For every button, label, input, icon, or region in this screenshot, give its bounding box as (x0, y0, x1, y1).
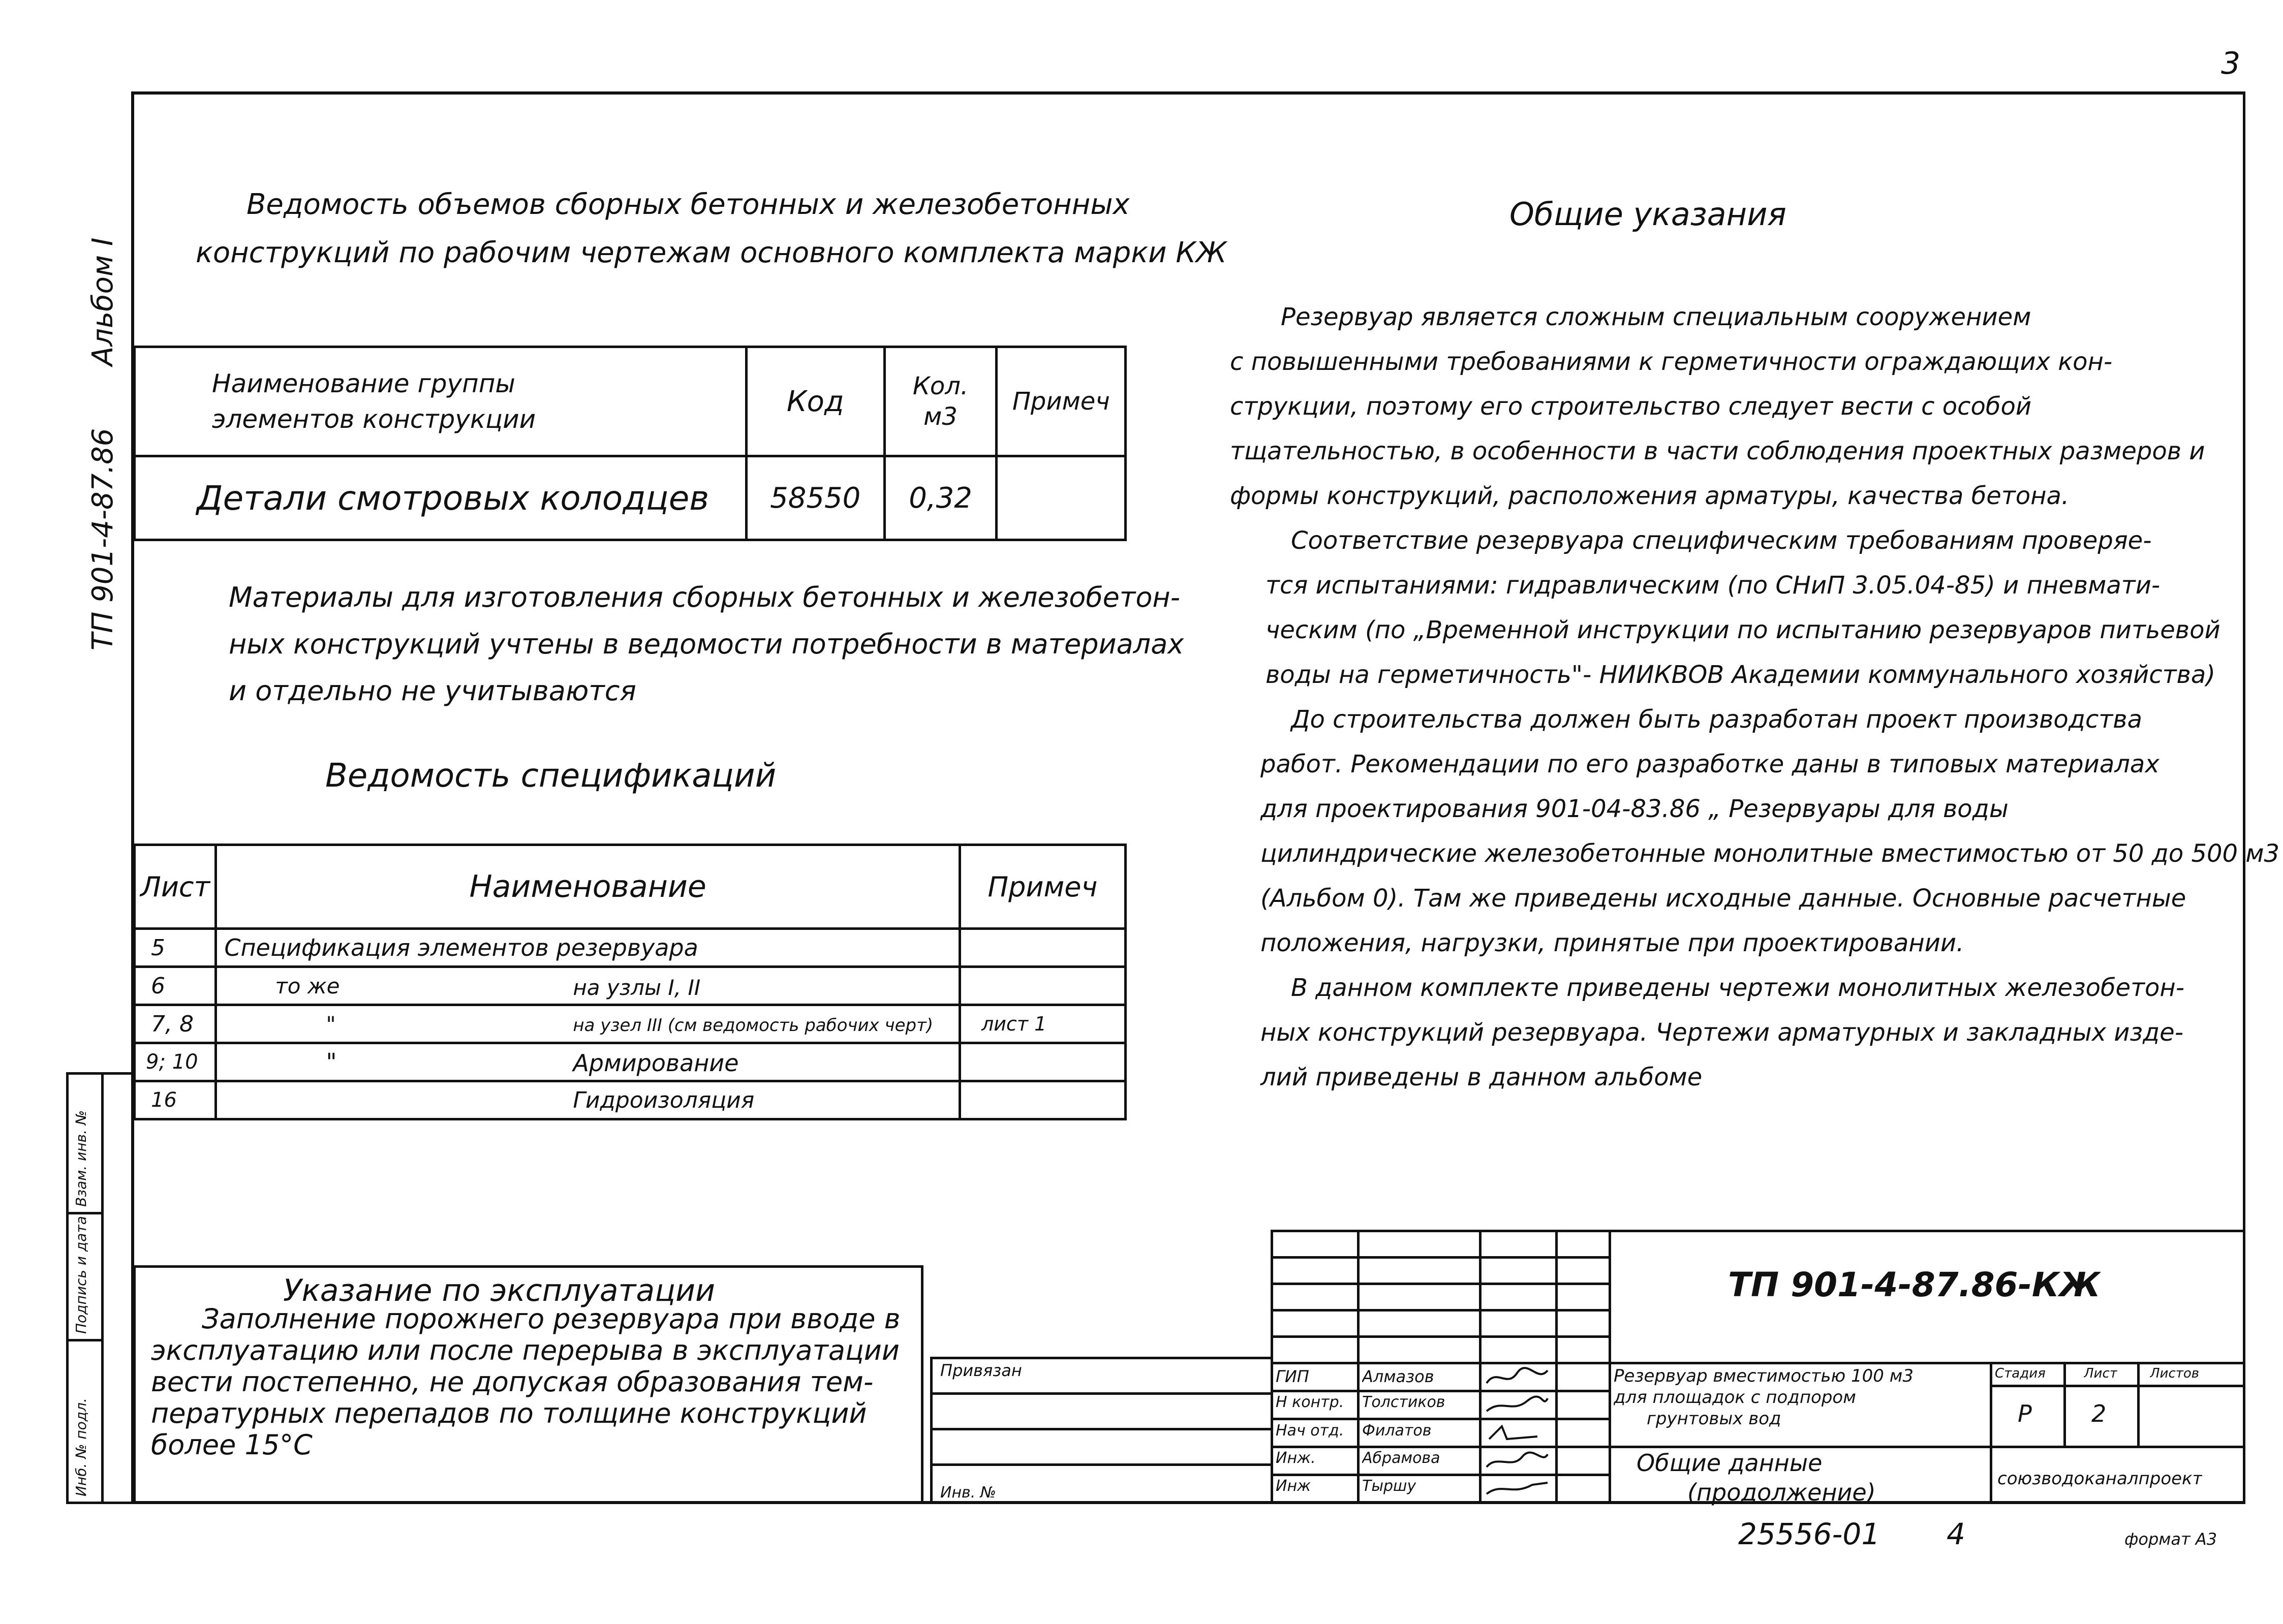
title-block (930, 1230, 2245, 1504)
header-note: Примеч (997, 347, 1126, 456)
row-qty: 0,32 (884, 456, 997, 540)
sheet-label: Лист (2084, 1366, 2117, 1381)
spec-note (960, 1081, 1125, 1119)
spec-title: Ведомость спецификаций (325, 757, 777, 795)
table-row (135, 1043, 1126, 1081)
spec-name: Гидроизоляция (216, 1081, 960, 1119)
album-label: Альбом I (86, 237, 119, 366)
role-gip: ГИП (1276, 1367, 1309, 1386)
spec-header-name: Наименование (216, 845, 960, 929)
table-row (135, 1081, 1126, 1119)
spec-note: лист 1 (960, 1005, 1125, 1043)
table-row (135, 929, 1126, 967)
signatures (1482, 1363, 1553, 1500)
header-name: Наименование группы элементов конструкции (135, 347, 747, 456)
operation-note-title: Указание по эксплуатации (283, 1273, 716, 1308)
row-code: 58550 (746, 456, 884, 540)
spec-note (960, 967, 1125, 1005)
header-qty: Кол. м3 (884, 347, 997, 456)
stamp-replace-label: Взам. инв. № (73, 1110, 89, 1207)
stamp-sign-label: Подпись и дата (73, 1216, 89, 1334)
role-nkontr: Н контр. (1276, 1393, 1344, 1411)
stage-value: Р (2018, 1400, 2032, 1427)
operation-note-box (133, 1265, 923, 1504)
inv-no-label: Инв. № (940, 1484, 997, 1502)
sheet-value: 2 (2091, 1400, 2107, 1427)
object-line2: для площадок с подпором (1614, 1387, 1856, 1408)
row-name: Детали смотровых колодцев (135, 456, 747, 540)
role-nachotd: Нач отд. (1276, 1422, 1344, 1440)
table-row (135, 1005, 1126, 1043)
stage-label: Стадия (1995, 1366, 2046, 1381)
object-line1: Резервуар вместимостью 100 м3 (1614, 1366, 1914, 1386)
name-5: Тыршу (1362, 1477, 1416, 1495)
spec-header-note: Примеч (960, 845, 1125, 929)
spec-sheet: 5 (135, 929, 216, 967)
role-inzh2: Инж (1276, 1477, 1311, 1495)
spec-sheet: 9; 10 (135, 1043, 216, 1081)
table-row (135, 967, 1126, 1005)
object-line3: грунтовых вод (1647, 1409, 1781, 1429)
name-4: Абрамова (1362, 1449, 1440, 1467)
side-code-label: ТП 901-4-87.86 (86, 428, 119, 650)
general-text: Резервуар является сложным специальным сооружением с повышенными требованиями к герметичности ограждающих кон- струкции, поэтому его строительство следует вести с особой тщательностью, в особенности в части соблюдения проектных размеров и формы конструкций, расположения арматуры, качества бетона. Соответствие резервуара специфическим требованиям проверяе- тся испытаниями: гидравлическим (по СНиП 3.05.04-85) и пневмати- ческим (по „Временной инструкции по испытанию резервуаров питьевой воды на герметичность"- НИИКВОВ Академии коммунального хозяйства) До строительства должен быть разработан проект производства работ. Рекомендации по его разработке даны в типовых материалах для проектирования 901-04-83.86 „ Резервуары для воды цилиндрические железобетонные монолитные вместимостью от 50 до 500 м3 (Альбом 0). Там же приведены исходные данные. Основные расчетные положения, нагрузки, принятые при проектировании. В данном комплекте приведены чертежи монолитных железобетон- ных конструкций резервуара. Чертежи арматурных и закладных изде- лий приведены в данном альбоме (1230, 303, 2280, 1091)
volume-table (133, 346, 1127, 541)
materials-note: Материалы для изготовления сборных бетонных и железобетон- ных конструкций учтены в ведомости потребности в материалах и отдельно не учитываются (229, 581, 1184, 707)
doc-title-line2: (продолжение) (1687, 1479, 1876, 1506)
spec-header-sheet: Лист (135, 845, 216, 929)
footer-sheet-number: 4 (1947, 1517, 1965, 1551)
stamp-inv-label: Инб. № подл. (73, 1398, 89, 1496)
spec-name: " на узел III (см ведомость рабочих черт) (216, 1005, 960, 1043)
org-name: союзводоканалпроект (1997, 1469, 2203, 1489)
volume-title-line2: конструкций по рабочим чертежам основного комплекта марки КЖ (196, 236, 1227, 269)
general-title: Общие указания (1509, 196, 1786, 233)
spec-note (960, 1043, 1125, 1081)
header-code: Код (746, 347, 884, 456)
inventory-number: 25556-01 (1738, 1517, 1880, 1551)
spec-sheet: 7, 8 (135, 1005, 216, 1043)
spec-note (960, 929, 1125, 967)
sheets-label: Листов (2150, 1366, 2200, 1381)
spec-name: " Армирование (216, 1043, 960, 1081)
page-number: 3 (2221, 46, 2241, 81)
spec-table (133, 844, 1127, 1120)
role-inzh1: Инж. (1276, 1449, 1316, 1467)
format-label: формат А3 (2124, 1529, 2217, 1549)
doc-title-line1: Общие данные (1637, 1449, 1823, 1477)
spec-name: то же на узлы I, II (216, 967, 960, 1005)
row-note (997, 456, 1126, 540)
spec-name: Спецификация элементов резервуара (216, 929, 960, 967)
privyazan-label: Привязан (940, 1361, 1022, 1380)
volume-title-line1: Ведомость объемов сборных бетонных и железобетонных (246, 188, 1130, 221)
designation: ТП 901-4-87.86-КЖ (1728, 1265, 2101, 1304)
table-row (135, 456, 1126, 540)
name-3: Филатов (1362, 1422, 1432, 1440)
name-2: Толстиков (1362, 1393, 1445, 1411)
left-stamp (66, 1072, 134, 1504)
name-1: Алмазов (1362, 1367, 1434, 1386)
operation-note-text: Заполнение порожнего резервуара при вводе в эксплуатацию или после перерыва в эксплуатации вести постепенно, не допуская образования тем- пературных перепадов по толщине конструкций более 15°С (151, 1303, 901, 1461)
spec-sheet: 16 (135, 1081, 216, 1119)
spec-sheet: 6 (135, 967, 216, 1005)
